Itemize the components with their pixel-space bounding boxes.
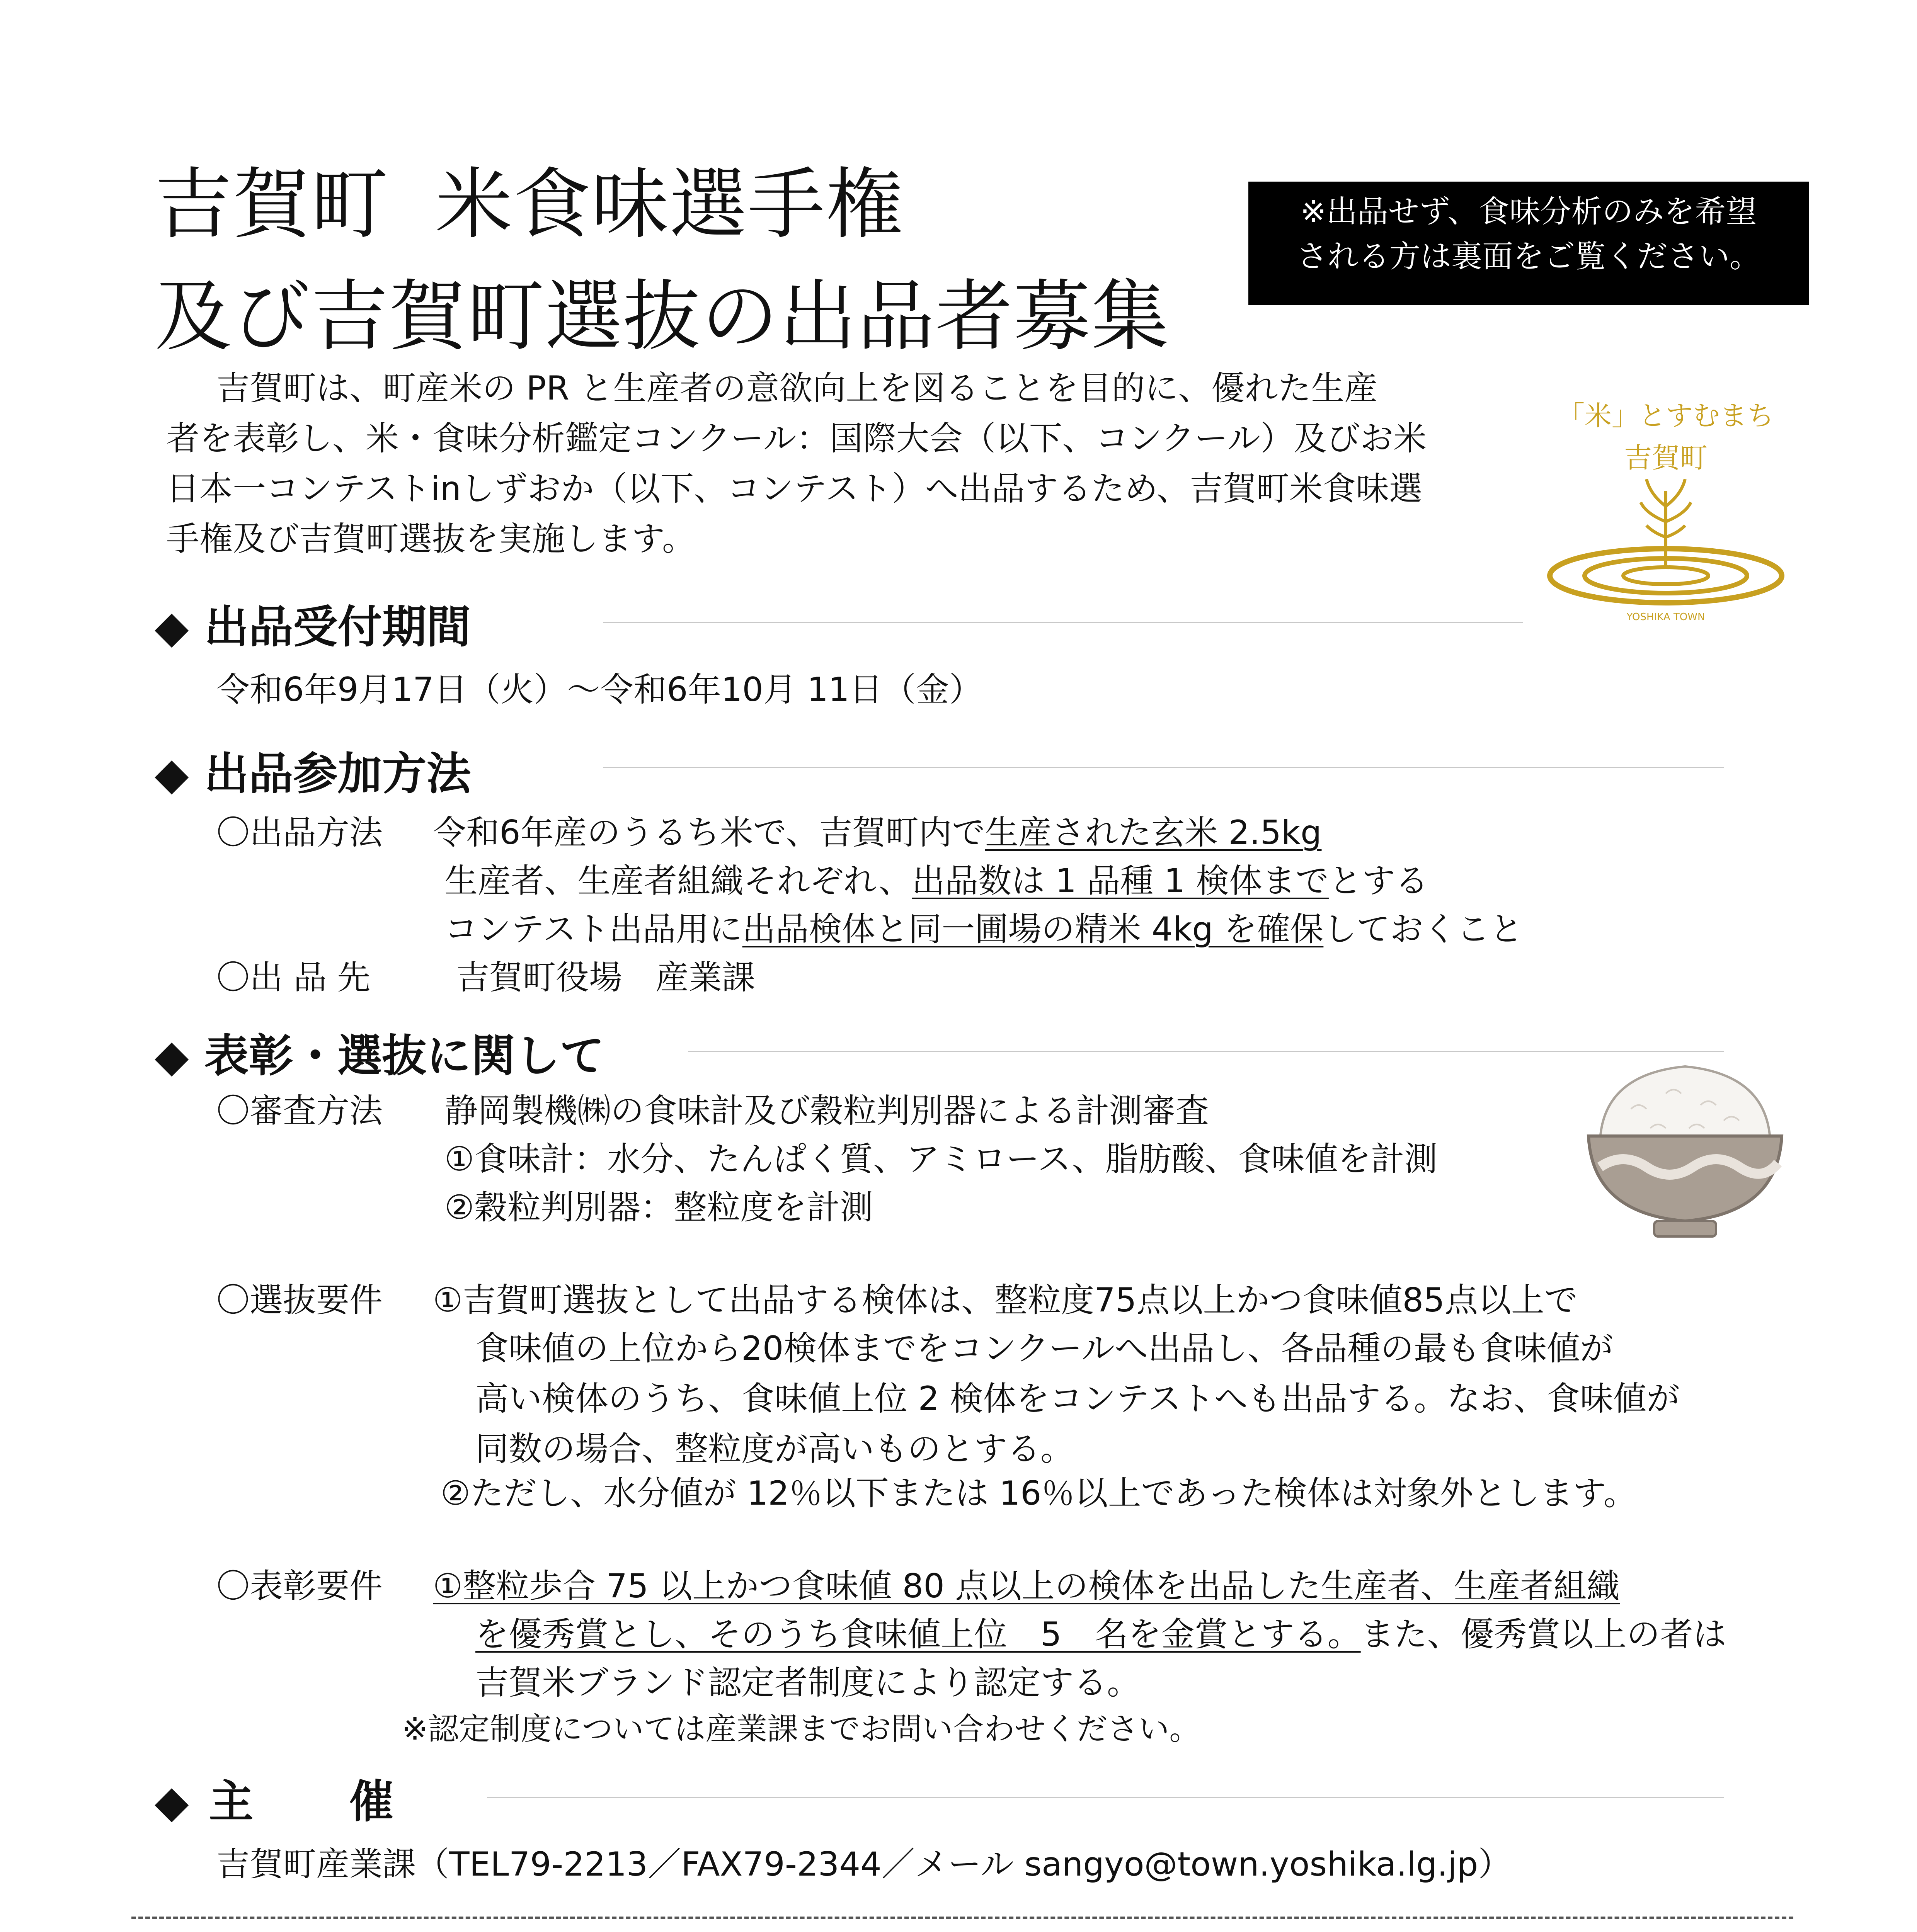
hyosho-label: 〇表彰要件 [216,1567,383,1605]
intro-line: 者を表彰し、米・食味分析鑑定コンクール：国際大会（以下、コンクール）及びお米 [166,419,1427,458]
review-label: 〇審査方法 [216,1092,383,1130]
section-heading-host: ◆ 主 催 [155,1776,396,1828]
hyosho-item-1: ①整粒歩合 75 以上かつ食味値 80 点以上の検体を出品した生産者、生産者組織 [433,1567,1620,1605]
cut-line [131,1917,1793,1919]
section-heading-method: ◆ 出品参加方法 [155,748,471,800]
review-item-2: ②穀粒判別器：整粒度を計測 [444,1188,873,1227]
section-rule [603,622,1523,623]
intro-paragraph [216,363,1377,413]
hyosho-item-1-cont2: 吉賀米ブランド認定者制度により認定する。 [475,1663,1140,1702]
destination-label: 〇出 品 先 [216,958,371,997]
select-item-1: ①吉賀町選抜として出品する検体は、整粒度75点以上かつ食味値85点以上で [433,1281,1578,1320]
intro-line: 日本一コンテストinしずおか（以下、コンテスト）へ出品するため、吉賀町米食味選 [166,469,1423,508]
town-logo [1531,390,1801,630]
period-text: 令和6年9月17日（火）～令和6年10月 11日（金） [216,670,982,709]
hyosho-item-1-cont: を優秀賞とし、そのうち食味値上位 5 名を金賞とする。また、優秀賞以上の者は [475,1615,1726,1654]
method-line3: コンテスト出品用に出品検体と同一圃場の精米 4kg を確保しておくこと [444,910,1523,949]
rice-bowl-icon [1577,1051,1793,1252]
method-line2: 生産者、生産者組織それぞれ、出品数は 1 品種 1 検体までとする [444,862,1428,900]
method-line1: 令和6年産のうるち米で、吉賀町内で生産された玄米 2.5kg [433,813,1322,852]
water-ripple-icon [1550,549,1782,603]
title-championship: 米食味選手権 [435,160,904,250]
intro-paragraph-cont [166,413,1427,564]
select-label: 〇選抜要件 [216,1281,383,1320]
intro-line: 吉賀町は、町産米の PR と生産者の意欲向上を図ることを目的に、優れた生産 [216,369,1378,408]
title-town: 吉賀町 [155,160,389,250]
intro-line: 手権及び吉賀町選抜を実施します。 [166,520,696,558]
logo-english: YOSHIKA TOWN [1626,611,1705,623]
notice-line1: ※出品せず、食味分析のみを希望 [1300,194,1757,230]
host-contact: 吉賀町産業課（TEL79-2213／FAX79-2344／メール sangyo@town.yoshika.lg.jp） [216,1845,1512,1884]
select-item-1-cont: 食味値の上位から20検体までをコンクールへ出品し、各品種の最も食味値が 高い検体のうち、食味値上位 2 検体をコンテストへも出品する。なお、食味値が 同数の場合、整粒度が高いものとする。 [475,1329,1680,1468]
review-item-1: ①食味計：水分、たんぱく質、アミロース、脂肪酸、食味値を計測 [444,1140,1438,1179]
section-heading-award: ◆ 表彰・選抜に関して [155,1030,604,1082]
notice-line2: される方は裏面をご覧ください。 [1297,238,1760,274]
logo-tagline: 「米」とすむまち [1558,400,1774,432]
section-rule [487,1797,1724,1798]
rice-plant-icon [1641,479,1691,568]
notice-box [1248,182,1809,305]
destination-text: 吉賀町役場 産業課 [456,958,755,997]
page-title-line1 [155,160,904,250]
certification-note: ※認定制度については産業課までお問い合わせください。 [402,1711,1200,1747]
section-rule [603,767,1724,768]
review-text: 静岡製機㈱の食味計及び穀粒判別器による計測審査 [444,1092,1209,1130]
section-heading-period: ◆ 出品受付期間 [155,601,471,653]
section-rule [688,1051,1724,1052]
page-title-line2: 及び吉賀町選抜の出品者募集 [155,272,1170,362]
select-item-2: ②ただし、水分値が 12％以下または 16％以上であった検体は対象外とします。 [441,1474,1637,1513]
method-label: 〇出品方法 [216,813,383,852]
logo-name: 吉賀町 [1624,442,1708,474]
